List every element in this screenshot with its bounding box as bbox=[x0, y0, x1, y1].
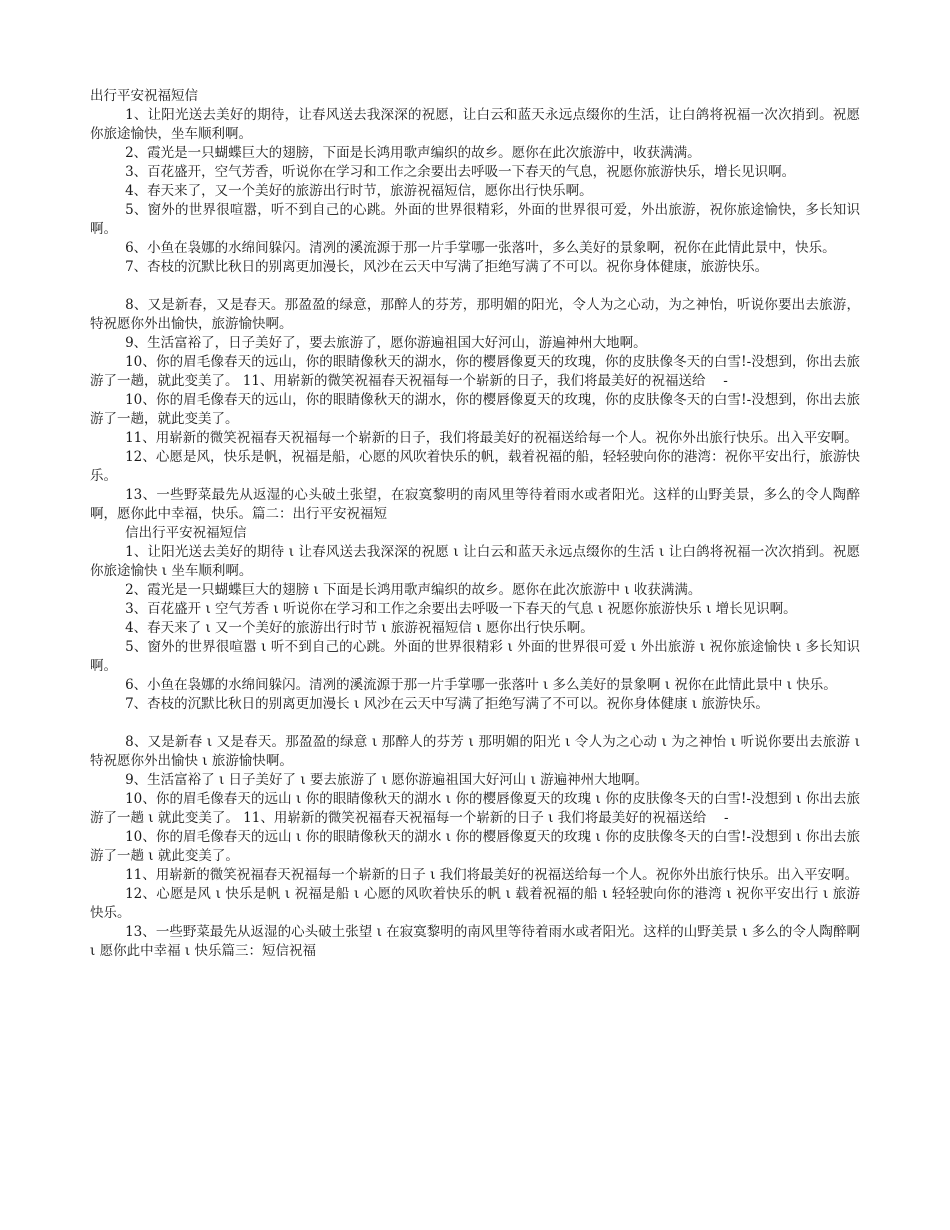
paragraph: 3、百花盛开，空气芳香，听说你在学习和工作之余要出去呼吸一下春天的气息，祝愿你旅游快乐，增长见识啊。 bbox=[125, 164, 796, 180]
paragraph: 2、霞光是一只蝴蝶巨大的翅膀 ι 下面是长鸿用歌声编织的故乡。愿你在此次旅游中 ι 收获满满。 bbox=[125, 582, 702, 598]
document-title: 出行平安祝福短信 bbox=[90, 88, 198, 104]
paragraph: 8、又是新春，又是春天。那盈盈的绿意，那醉人的芬芳，那明媚的阳光，令人为之心动，为之神怡，听说你要出去旅游，特祝愿你外出愉快，旅游愉快啊。 bbox=[90, 297, 860, 332]
paragraph: 11、用崭新的微笑祝福春天祝福每一个崭新的日子，我们将最美好的祝福送给每一个人。祝你外出旅行快乐。出入平安啊。 bbox=[125, 430, 858, 446]
paragraph: 3、百花盛开 ι 空气芳香 ι 听说你在学习和工作之余要出去呼吸一下春天的气息 ι 祝愿你旅游快乐 ι 增长见识啊。 bbox=[125, 601, 797, 617]
paragraph: 2、霞光是一只蝴蝶巨大的翅膀，下面是长鸿用歌声编织的故乡。愿你在此次旅游中，收获满满。 bbox=[125, 145, 701, 161]
paragraph: 7、杏枝的沉默比秋日的别离更加漫长 ι 风沙在云天中写满了拒绝写满了不可以。祝你身体健康 ι 旅游快乐。 bbox=[125, 696, 769, 712]
paragraph: 7、杏枝的沉默比秋日的别离更加漫长，风沙在云天中写满了拒绝写满了不可以。祝你身体健康，旅游快乐。 bbox=[125, 259, 769, 275]
paragraph: 13、一些野菜最先从返湿的心头破土张望 ι 在寂寞黎明的南风里等待着雨水或者阳光。这样的山野美景 ι 多么的令人陶醉啊 ι 愿你此中幸福 ι 快乐篇三：短信祝福 bbox=[90, 924, 860, 959]
paragraph: 信出行平安祝福短信 bbox=[125, 525, 247, 541]
paragraph: 12、心愿是风 ι 快乐是帆 ι 祝福是船 ι 心愿的风吹着快乐的帆 ι 载着祝福的船 ι 轻轻驶向你的港湾 ι 祝你平安出行 ι 旅游快乐。 bbox=[90, 886, 860, 921]
paragraph: 4、春天来了 ι 又一个美好的旅游出行时节 ι 旅游祝福短信 ι 愿你出行快乐啊。 bbox=[125, 620, 594, 636]
paragraph: 4、春天来了，又一个美好的旅游出行时节，旅游祝福短信，愿你出行快乐啊。 bbox=[125, 183, 593, 199]
paragraph: 5、窗外的世界很喧嚣 ι 听不到自己的心跳。外面的世界很精彩 ι 外面的世界很可爱 ι 外出旅游 ι 祝你旅途愉快 ι 多长知识啊。 bbox=[90, 639, 860, 674]
paragraph: 10、你的眉毛像春天的远山 ι 你的眼睛像秋天的湖水 ι 你的樱唇像夏天的玫瑰 ι 你的皮肤像冬天的白雪!-没想到 ι 你出去旅游了一趟 ι 就此变美了。 11、用崭新的微笑祝福春天祝福每一个崭新的日子 ι 我们将最美好的祝福送给 - bbox=[90, 791, 860, 826]
paragraph: 12、心愿是风，快乐是帆，祝福是船，心愿的风吹着快乐的帆，载着祝福的船，轻轻驶向你的港湾：祝你平安出行，旅游快乐。 bbox=[90, 449, 860, 484]
paragraph: 6、小鱼在袅娜的水绵间躲闪。清冽的溪流源于那一片手掌哪一张落叶，多么美好的景象啊，祝你在此情此景中，快乐。 bbox=[125, 240, 836, 256]
paragraph: 8、又是新春 ι 又是春天。那盈盈的绿意 ι 那醉人的芬芳 ι 那明媚的阳光 ι 令人为之心动 ι 为之神怡 ι 听说你要出去旅游 ι 特祝愿你外出愉快 ι 旅游愉快啊。 bbox=[90, 734, 860, 769]
paragraph: 10、你的眉毛像春天的远山 ι 你的眼睛像秋天的湖水 ι 你的樱唇像夏天的玫瑰 ι 你的皮肤像冬天的白雪!-没想到 ι 你出去旅游了一趟 ι 就此变美了。 bbox=[90, 829, 860, 864]
paragraph: 10、你的眉毛像春天的远山，你的眼睛像秋天的湖水，你的樱唇像夏天的玫瑰，你的皮肤像冬天的白雪!-没想到，你出去旅游了一趟，就此变美了。 11、用崭新的微笑祝福春天祝福每一个崭新的日子，我们将最美好的祝福送给 - bbox=[90, 354, 860, 389]
paragraph: 1、让阳光送去美好的期待，让春风送去我深深的祝愿，让白云和蓝天永远点缀你的生活，让白鸽将祝福一次次捎到。祝愿你旅途愉快，坐车顺利啊。 bbox=[90, 107, 860, 142]
paragraph: 11、用崭新的微笑祝福春天祝福每一个崭新的日子 ι 我们将最美好的祝福送给每一个人。祝你外出旅行快乐。出入平安啊。 bbox=[125, 867, 859, 883]
paragraph: 6、小鱼在袅娜的水绵间躲闪。清冽的溪流源于那一片手掌哪一张落叶 ι 多么美好的景象啊 ι 祝你在此情此景中 ι 快乐。 bbox=[125, 677, 837, 693]
paragraph: 1、让阳光送去美好的期待 ι 让春风送去我深深的祝愿 ι 让白云和蓝天永远点缀你的生活 ι 让白鸽将祝福一次次捎到。祝愿你旅途愉快 ι 坐车顺利啊。 bbox=[90, 544, 860, 579]
paragraph: 10、你的眉毛像春天的远山，你的眼睛像秋天的湖水，你的樱唇像夏天的玫瑰，你的皮肤像冬天的白雪!-没想到，你出去旅游了一趟，就此变美了。 bbox=[90, 392, 860, 427]
paragraph: 5、窗外的世界很喧嚣，听不到自己的心跳。外面的世界很精彩，外面的世界很可爱，外出旅游，祝你旅途愉快，多长知识啊。 bbox=[90, 202, 860, 237]
blank-line bbox=[90, 277, 860, 296]
blank-line bbox=[90, 714, 860, 733]
paragraph: 9、生活富裕了 ι 日子美好了 ι 要去旅游了 ι 愿你游遍祖国大好河山 ι 游遍神州大地啊。 bbox=[125, 772, 649, 788]
paragraph: 9、生活富裕了，日子美好了，要去旅游了，愿你游遍祖国大好河山，游遍神州大地啊。 bbox=[125, 335, 647, 351]
document-body bbox=[90, 87, 860, 961]
paragraph: 13、一些野菜最先从返湿的心头破土张望，在寂寞黎明的南风里等待着雨水或者阳光。这样的山野美景，多么的令人陶醉啊，愿你此中幸福，快乐。篇二：出行平安祝福短 bbox=[90, 487, 860, 522]
